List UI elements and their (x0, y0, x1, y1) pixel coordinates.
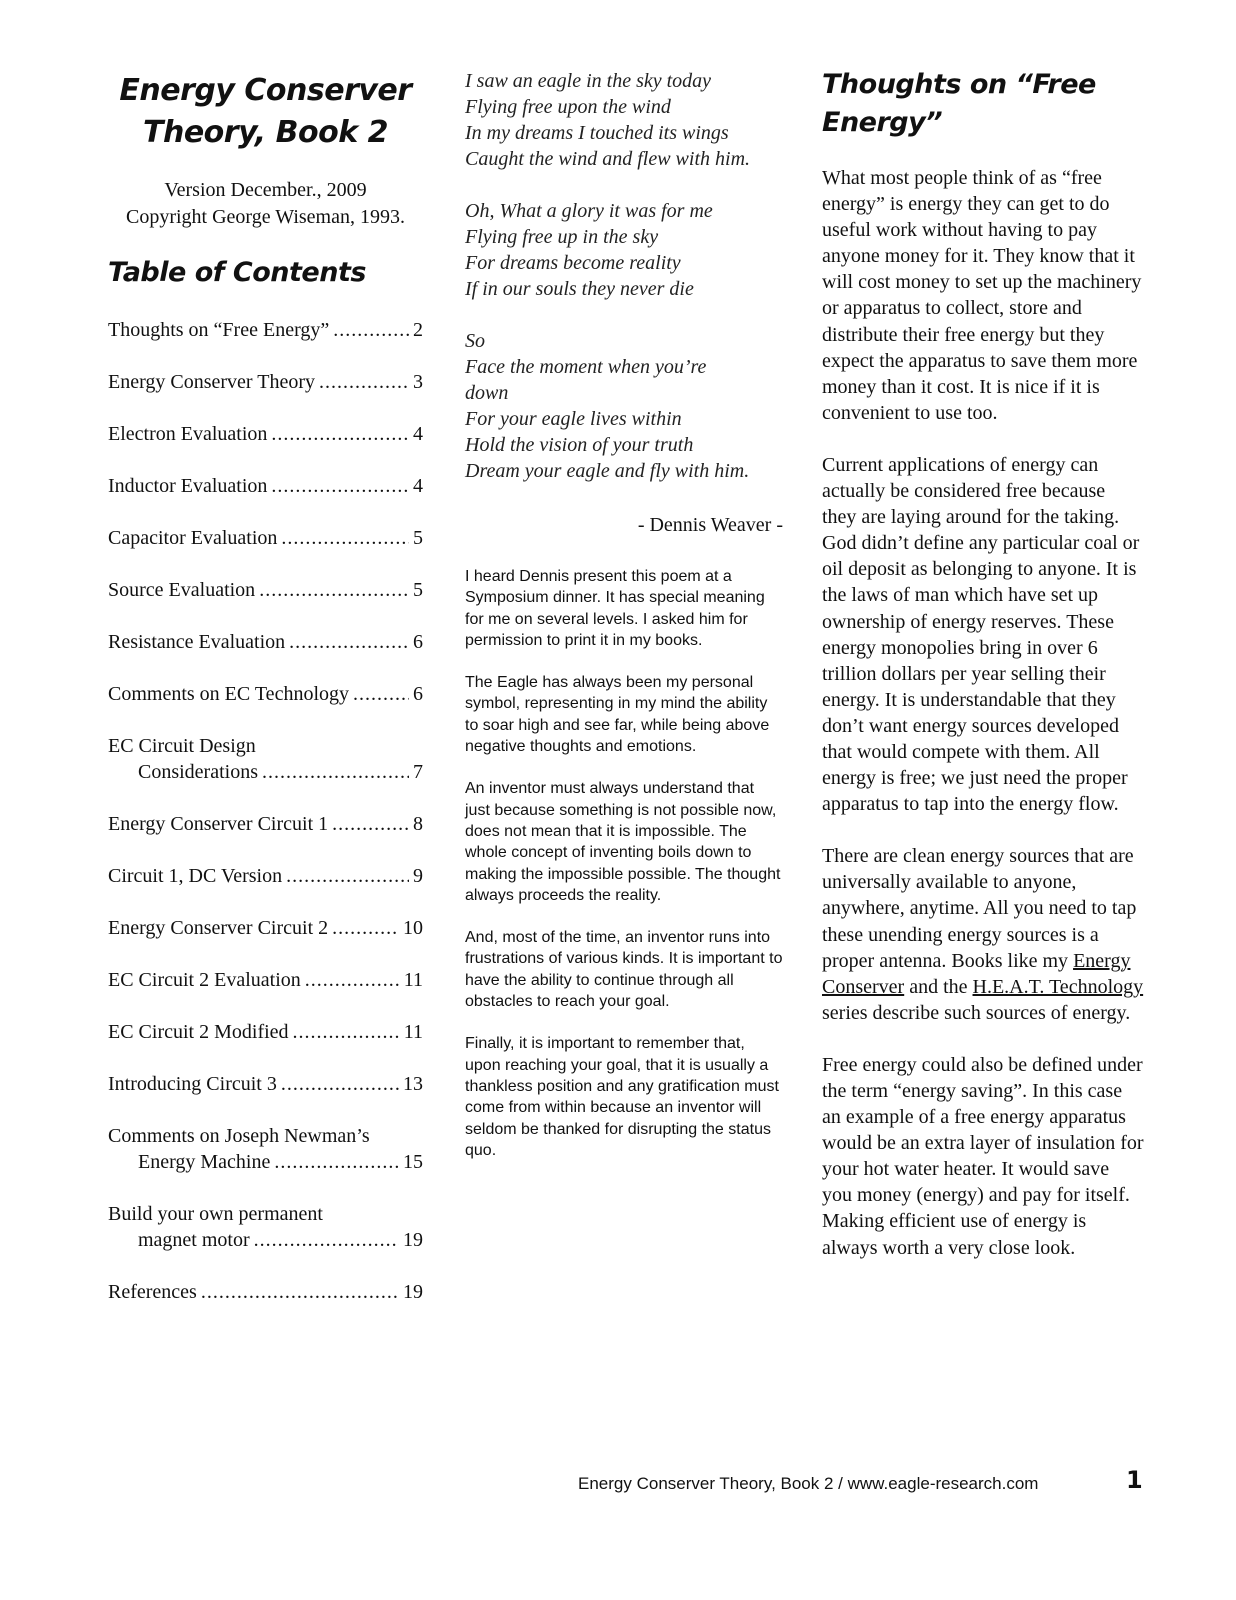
toc-entry-page: 11 (403, 969, 423, 991)
toc-entry-page: 19 (403, 1229, 423, 1251)
toc-entry-title: Build your own permanent (108, 1203, 323, 1225)
toc-entry-page: 5 (413, 579, 423, 601)
poem-line: Face the moment when you’re (465, 356, 707, 378)
toc-entry-title: Energy Conserver Circuit 1 (108, 813, 329, 835)
toc-entry[interactable] (108, 915, 423, 941)
paragraph-3-text-b: and the (904, 975, 973, 998)
toc-entry-title: Comments on Joseph Newman’s (108, 1125, 370, 1147)
toc-entry-page: 3 (413, 371, 423, 393)
book-title-line-2: Theory, Book 2 (143, 115, 388, 150)
toc-entry-title: Electron Evaluation (108, 423, 268, 445)
section-body (822, 165, 1144, 1287)
poem-line: If in our souls they never die (465, 278, 694, 300)
paragraph-3-text-a: There are clean energy sources that are universally available to anyone, anywhere, anytime. All you need to tap these unending energy sources is a proper antenna. Books like my (822, 845, 1137, 972)
paragraph-3-text-c: series describe such sources of energy. (822, 1001, 1131, 1024)
toc-leader-dots (262, 759, 409, 785)
toc-entry[interactable] (108, 681, 423, 707)
toc-entry-page: 6 (413, 631, 423, 653)
version-line: Version December., 2009 (164, 179, 367, 201)
toc-entry-line (108, 577, 423, 603)
toc-entry[interactable] (108, 629, 423, 655)
toc-entry-title: Thoughts on “Free Energy” (108, 319, 330, 341)
toc-leader-dots (281, 525, 409, 551)
poem-line: I saw an eagle in the sky today (465, 70, 712, 92)
poem (465, 68, 785, 510)
toc-entry-line (108, 1227, 423, 1253)
toc-entry-page: 8 (413, 813, 423, 835)
toc-entry-title: EC Circuit 2 Evaluation (108, 969, 301, 991)
toc-entry-line (108, 421, 423, 447)
toc-entry-line (108, 317, 423, 343)
poem-line: Oh, What a glory it was for me (465, 200, 713, 222)
poem-line: So (465, 330, 485, 352)
toc-leader-dots (305, 967, 400, 993)
paragraph-2: Current applications of energy can actually be considered free because they are laying around for the taking. God didn’t define any particular coal or oil deposit as belonging to anyone. It is the laws of man which have set up ownership of energy reserves. These energy monopolies bring in over 6 trillion dollars per year selling their energy. It is understandable that they don’t want energy sources developed that would compete with them. All energy is free; we just need the proper apparatus to tap into the energy flow. (822, 453, 1140, 816)
poem-line: Flying free upon the wind (465, 96, 671, 118)
toc-entry-page: 11 (403, 1021, 423, 1043)
book-title (108, 70, 423, 154)
toc-entry-line (108, 1149, 423, 1175)
toc-entry-line (108, 1071, 423, 1097)
poem-line: down (465, 382, 509, 404)
section-heading (822, 66, 1142, 142)
toc-entry-line (108, 863, 423, 889)
toc-entry[interactable] (108, 317, 423, 343)
toc-leader-dots (286, 863, 409, 889)
toc-entry-page: 4 (413, 475, 423, 497)
toc-entry[interactable] (108, 1123, 423, 1175)
poem-stanza-3 (465, 328, 785, 484)
toc-leader-dots (293, 1019, 400, 1045)
toc-entry[interactable] (108, 1279, 423, 1305)
section-heading-line-2: Energy” (822, 107, 943, 138)
version-info (108, 177, 423, 231)
toc-entry-page: 13 (403, 1073, 423, 1095)
toc-entry[interactable] (108, 1019, 423, 1045)
toc-entry-line (108, 369, 423, 395)
poem-line: Flying free up in the sky (465, 226, 659, 248)
toc-entry-title: Comments on EC Technology (108, 683, 349, 705)
note-paragraph: The Eagle has always been my personal symbol, representing in my mind the ability to soar high and see far, while being above negative thoughts and emotions. (465, 674, 770, 756)
toc-entry[interactable] (108, 421, 423, 447)
section-heading-line-1: Thoughts on “Free (822, 69, 1096, 100)
energy-conserver-link[interactable]: Energy Conserver (822, 949, 1131, 998)
poem-line: For your eagle lives within (465, 408, 682, 430)
heat-technology-link[interactable]: H.E.A.T. Technology (972, 975, 1144, 998)
poem-line: For dreams become reality (465, 252, 681, 274)
toc-leader-dots (333, 317, 409, 343)
toc-entry-title: EC Circuit 2 Modified (108, 1021, 289, 1043)
toc-entry-line (108, 1279, 423, 1305)
toc-entry-line (108, 525, 423, 551)
toc-leader-dots (254, 1227, 399, 1253)
toc-entry-line (108, 1019, 423, 1045)
toc-entry[interactable] (108, 525, 423, 551)
table-of-contents (108, 317, 423, 1331)
note-paragraph: Finally, it is important to remember that, upon reaching your goal, that it is usually a thankless position and any gratification must come from within because an inventor will seldom be thanked for disrupting the status quo. (465, 1035, 779, 1159)
toc-leader-dots (353, 681, 409, 707)
toc-entry-title: Introducing Circuit 3 (108, 1073, 277, 1095)
toc-leader-dots (332, 811, 409, 837)
toc-leader-dots (274, 1149, 399, 1175)
toc-entry-line (108, 759, 423, 785)
note-paragraph: An inventor must always understand that just because something is not possible now, does not mean that it is impossible. The whole concept of inventing boils down to making the impossible possible. The thought always proceeds the reality. (465, 780, 781, 904)
toc-entry-title: EC Circuit Design (108, 735, 256, 757)
toc-entry-line (108, 811, 423, 837)
note-paragraph: And, most of the time, an inventor runs into frustrations of various kinds. It is important to have the ability to continue through all obstacles to reach your goal. (465, 929, 783, 1011)
toc-leader-dots (259, 577, 409, 603)
paragraph-3 (822, 843, 1144, 1026)
page-number: 1 (1126, 1466, 1143, 1494)
toc-entry-page: 10 (403, 917, 423, 939)
toc-leader-dots (271, 421, 409, 447)
book-title-line-1: Energy Conserver (119, 73, 412, 108)
toc-entry-page: 9 (413, 865, 423, 887)
toc-entry-title: Source Evaluation (108, 579, 256, 601)
toc-entry[interactable] (108, 733, 423, 785)
toc-entry[interactable] (108, 967, 423, 993)
toc-leader-dots (332, 915, 399, 941)
toc-entry-line (108, 681, 423, 707)
toc-leader-dots (271, 473, 409, 499)
toc-leader-dots (319, 369, 409, 395)
toc-entry-title: Resistance Evaluation (108, 631, 286, 653)
toc-entry-page: 15 (403, 1151, 423, 1173)
toc-leader-dots (281, 1071, 399, 1097)
toc-entry-title: Energy Conserver Circuit 2 (108, 917, 329, 939)
copyright-line: Copyright George Wiseman, 1993. (126, 206, 405, 228)
paragraph-1: What most people think of as “free energy” is energy they can get to do useful work without having to pay anyone money for it. They know that it will cost money to set up the machinery or apparatus to collect, store and distribute their free energy but they expect the apparatus to save them more money than it cost. It is nice if it is convenient to use too. (822, 167, 1142, 424)
poem-stanza-1 (465, 68, 785, 172)
toc-entry-page: 4 (413, 423, 423, 445)
toc-entry-line (108, 967, 423, 993)
poem-line: Caught the wind and flew with him. (465, 148, 751, 170)
toc-entry[interactable] (108, 369, 423, 395)
toc-entry[interactable] (108, 811, 423, 837)
toc-entry-page: 7 (413, 761, 423, 783)
toc-entry[interactable] (108, 1071, 423, 1097)
toc-entry[interactable] (108, 1201, 423, 1253)
poem-stanza-2 (465, 198, 785, 302)
toc-entry[interactable] (108, 863, 423, 889)
toc-entry-page: 19 (403, 1281, 423, 1303)
paragraph-4: Free energy could also be defined under the term “energy saving”. In this case an example of a free energy apparatus would be an extra layer of insulation for your hot water heater. It would save you money (energy) and pay for itself. Making efficient use of energy is always worth a very close look. (822, 1053, 1144, 1259)
toc-entry-line (108, 915, 423, 941)
toc-leader-dots (201, 1279, 399, 1305)
toc-entry-line (108, 473, 423, 499)
toc-entry-page: 6 (413, 683, 423, 705)
toc-entry-title: Energy Conserver Theory (108, 371, 315, 393)
toc-entry-title: Circuit 1, DC Version (108, 865, 283, 887)
note-paragraph: I heard Dennis present this poem at a Symposium dinner. It has special meaning for me on several levels. I asked him for permission to print it in my books. (465, 568, 765, 649)
toc-entry-title-cont: Considerations (138, 761, 258, 783)
toc-entry[interactable] (108, 577, 423, 603)
toc-leader-dots (289, 629, 409, 655)
poem-line: Hold the vision of your truth (465, 434, 694, 456)
toc-entry-title: Capacitor Evaluation (108, 527, 278, 549)
poem-line: Dream your eagle and fly with him. (465, 460, 750, 482)
toc-entry[interactable] (108, 473, 423, 499)
poem-line: In my dreams I touched its wings (465, 122, 729, 144)
toc-heading: Table of Contents (108, 257, 366, 288)
toc-entry-page: 5 (413, 527, 423, 549)
footer-text: Energy Conserver Theory, Book 2 / www.eagle-research.com (578, 1474, 1039, 1493)
toc-entry-title-cont: Energy Machine (138, 1151, 271, 1173)
author-notes (465, 566, 783, 1182)
toc-entry-title: References (108, 1281, 197, 1303)
poem-attribution: - Dennis Weaver - (637, 514, 783, 536)
toc-entry-title-cont: magnet motor (138, 1229, 250, 1251)
toc-entry-title: Inductor Evaluation (108, 475, 268, 497)
toc-entry-page: 2 (413, 319, 423, 341)
toc-entry-line (108, 629, 423, 655)
